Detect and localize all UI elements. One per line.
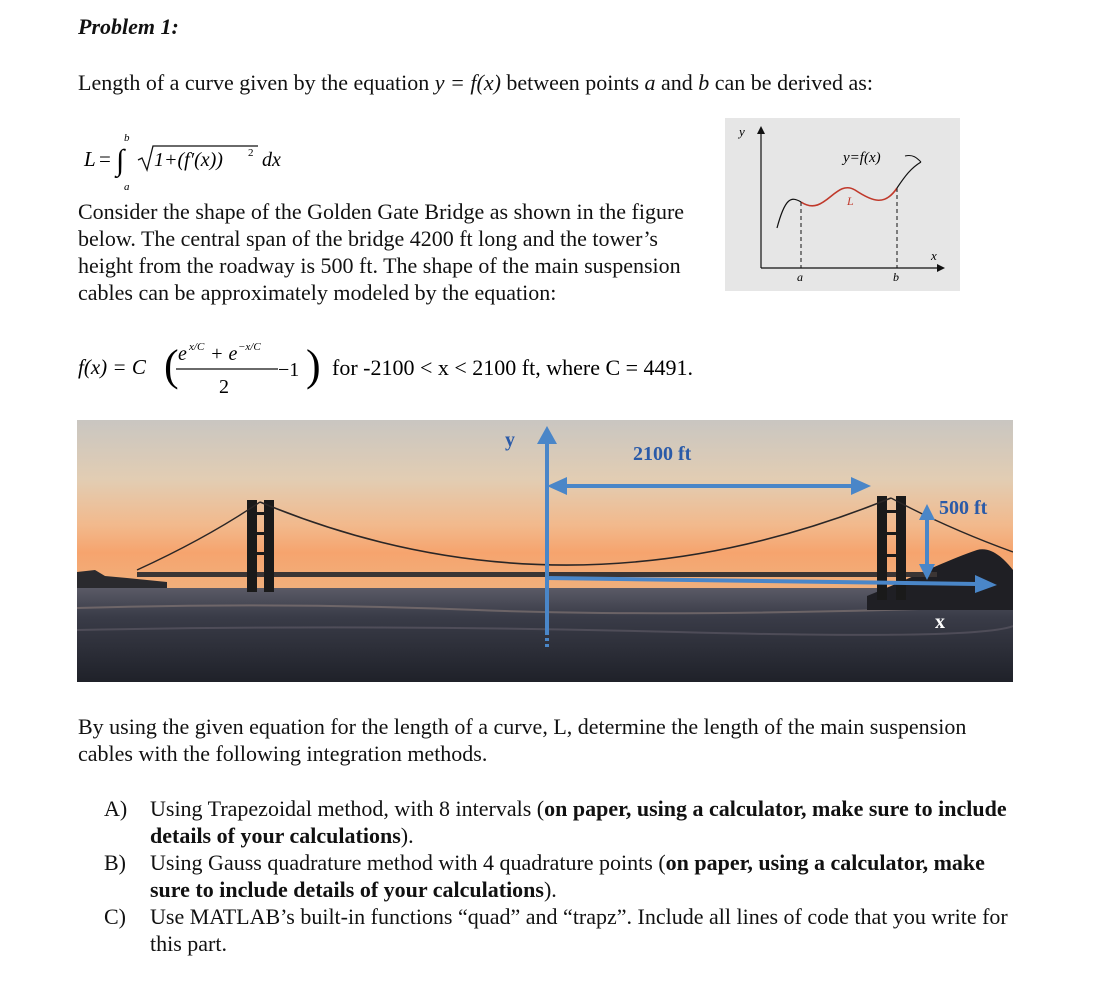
task-a-letter: A) [104, 796, 128, 821]
inset-a-label: a [797, 270, 803, 284]
formula-L-dx: dx [262, 149, 281, 171]
bridge-y-label: y [505, 429, 515, 451]
intro-a: a [644, 70, 656, 95]
inset-y-label: y [739, 124, 745, 139]
intro-equation: y = f(x) [434, 70, 501, 95]
fx-plus-e: + e [210, 343, 238, 365]
formula-L-lhs: L [84, 147, 96, 171]
intro-part2: between points [500, 70, 645, 95]
task-c [104, 903, 1024, 957]
left-tower-strut2 [247, 532, 274, 535]
right-tower-strut2 [877, 532, 906, 535]
intro-part4: can be derived as: [709, 70, 873, 95]
task-list [104, 795, 1024, 957]
curve-length-graph [725, 118, 960, 291]
inset-x-arrow [937, 264, 945, 272]
fx-num1-exp: x/C [189, 341, 205, 353]
task-a [104, 795, 1024, 849]
left-tower-strut1 [247, 512, 274, 515]
inset-L-label: L [847, 194, 854, 208]
cable-equation [78, 336, 758, 398]
task-a-bold: on paper, using a calculator, make sure to include details of your calculations [150, 796, 1007, 848]
fx-den: 2 [219, 376, 229, 398]
inset-label-pointer [905, 155, 921, 162]
inset-curve-left [777, 199, 801, 228]
fx-num2-exp: −x/C [238, 341, 261, 353]
task-b-letter: B) [104, 850, 126, 875]
svg-text:=: = [99, 147, 111, 171]
bridge-x-label: x [935, 611, 945, 633]
right-tower-strut1 [877, 510, 906, 513]
arc-length-formula [82, 128, 312, 194]
task-a-normal: Using Trapezoidal method, with 8 intervals ( [150, 796, 545, 821]
task-b-end: ). [543, 877, 557, 902]
fx-right-paren: ) [306, 341, 321, 390]
by-using-paragraph: By using the given equation for the length of a curve, L, determine the length of the main suspension cables with the following integration methods. [78, 714, 967, 766]
span-label: 2100 ft [633, 443, 692, 465]
task-c-letter: C) [104, 904, 126, 929]
intro-part1: Length of a curve given by the equation [78, 70, 435, 95]
formula-L-lower: a [124, 181, 130, 193]
height-label: 500 ft [939, 497, 988, 519]
fx-lhs: f(x) = C [78, 355, 146, 379]
fx-condition: for -2100 < x < 2100 ft, where C = 4491. [332, 355, 694, 380]
intro-b: b [698, 70, 710, 95]
right-tower-strut3 [877, 554, 906, 557]
fx-num1: e [178, 343, 187, 365]
problem-title: Problem 1: [78, 14, 179, 39]
task-b-normal: Using Gauss quadrature method with 4 quadrature points ( [150, 850, 666, 875]
intro-text [78, 70, 873, 96]
task-a-end: ). [400, 823, 414, 848]
fx-minus-one: −1 [278, 359, 300, 381]
inset-curve-label: y=f(x) [843, 150, 881, 166]
inset-curve-right [897, 162, 921, 188]
fx-left-paren: ( [164, 341, 179, 390]
task-b-bold: on paper, using a calculator, make sure to include details of your calculations [150, 850, 985, 902]
inset-x-label: x [931, 248, 937, 263]
left-tower-strut3 [247, 552, 274, 555]
formula-L-integrand: 1+(f′(x)) [154, 149, 223, 171]
inset-y-arrow [757, 126, 765, 134]
integral-sign: ∫ [116, 144, 125, 177]
task-b [104, 849, 1024, 903]
formula-L-power: 2 [248, 147, 254, 159]
intro-part3: and [655, 70, 699, 95]
consider-paragraph: Consider the shape of the Golden Gate Bridge as shown in the figure below. The central span of the bridge 4200 ft long and the tower’s height from the roadway is 500 ft. The shape of the main suspension cables can be approximately modeled by the equation: [78, 199, 685, 305]
task-c-normal: Use MATLAB’s built-in functions “quad” and “trapz”. Include all lines of code that you write for this part. [150, 904, 1008, 956]
inset-b-label: b [893, 270, 899, 284]
formula-L-upper: b [124, 132, 130, 144]
golden-gate-bridge-figure [77, 420, 1013, 682]
